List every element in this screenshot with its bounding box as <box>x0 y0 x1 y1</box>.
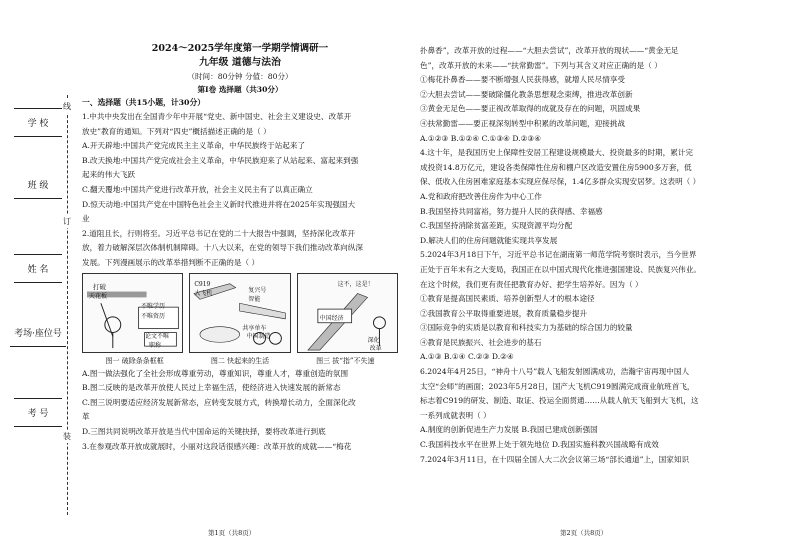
statement-line: ②大胆去尝试——要破除僵化教条思想观念束缚，推进改革创新 <box>420 89 633 99</box>
margin-char-zhuang: 装 <box>63 432 71 441</box>
question-line: 放史”教育的通知。下列对“四史”概括描述正确的是（ ） <box>82 126 271 136</box>
option-line: D.解决人们的住房问题就能实现共享发展 <box>420 235 558 245</box>
cartoon-3-text: 中国经济 <box>319 314 344 322</box>
option-line: B.图二反映的是改革开放使人民过上幸福生活，使经济进入快速发展的新常态 <box>82 383 341 393</box>
cartoon-1-text: 论文不唯 <box>145 332 170 340</box>
statement-line: ④教育是民族振兴、社会进步的基石 <box>420 337 542 347</box>
option-line: C.我国坚持消除贫富差距，实现资源平均分配 <box>420 221 573 231</box>
cartoon-3-image <box>297 273 398 353</box>
question-line: 1.中共中央发出在全国青少年中开展“党史、新中国史、社会主义建设史、改革开 <box>82 112 352 121</box>
question-line: 放，着力破解深层次体制机制障碍。十八大以来，在党的领导下我们推动改革向纵深 <box>82 243 363 253</box>
cartoon-caption: 图一 破除条条框框 <box>105 356 164 365</box>
statement-line: ③国际竞争的实质是以教育和科技实力为基础的综合国力的较量 <box>420 323 633 333</box>
cartoon-1-image <box>82 273 183 353</box>
cartoon-captions <box>82 355 398 367</box>
question-line: 6.2024年4月25日，“神舟十八号”载人飞船发射圆满成功，浩瀚宇宙再现中国人 <box>420 367 690 377</box>
option-line: B.我国坚持共同富裕，努力提升人民的获得感、幸福感 <box>420 206 603 216</box>
cartoon-caption: 图三 拔“指”不失速 <box>316 356 375 365</box>
option-line: C.我国科技水平在世界上处于领先地位 D.我国实施科教兴国战略有成效 <box>420 440 659 450</box>
question-line: 5.2024年3月18日下午，习近平总书记在湖南第一师范学院考察时表示，当今世界 <box>420 250 697 260</box>
option-line: 起来的伟大飞跃 <box>82 170 136 180</box>
option-line: A.①③ B.①④ C.②③ D.②④ <box>420 352 514 362</box>
statement-line: ③黄金无足色——要正视改革取得的成就及存在的问题，巩固成果 <box>420 104 641 114</box>
question-line: 一系列成就表明（ ） <box>420 410 491 420</box>
question-line: 太空“会师”的画面；2023年5月28日，国产大飞机C919圆满完成商业航班首飞， <box>420 381 695 391</box>
question-line: 正处于百年未有之大变局，我国正在以中国式现代化推进强国建设、民族复兴伟业。 <box>420 264 701 274</box>
cartoon-3-text: 深化 <box>367 336 380 344</box>
option-line: C.翻天覆地:中国共产党进行改革开放，社会主义民主有了以真正确立 <box>82 184 313 194</box>
cartoon-2-text: 中国制造 <box>246 332 271 340</box>
option-line: A.开天辟地:中国共产党完成民主主义革命，中华民族终于站起来了 <box>82 141 306 151</box>
option-line: 业 <box>82 214 90 224</box>
option-line: A.制度的创新促进生产力发展 B.我国已建成创新强国 <box>420 425 598 435</box>
cartoon-2-text: 共享单车 <box>242 324 267 332</box>
question-line: 标志着C919的研发、制造、取证、投运全面贯通……从载人航天飞船到大飞机，这 <box>420 396 699 406</box>
part-heading: 第Ⅰ卷 选择题（共30分） <box>197 85 283 94</box>
right-column <box>420 44 772 467</box>
question-line: 色”，改革开放的未来——“扶常勤雷”。下列与其含义对应正确的是（ ） <box>420 60 662 70</box>
cartoon-caption: 图二 快起来的生活 <box>210 356 270 365</box>
question-line: 在这个时候，我们更有责任把教育办好、把学生培养好。因为（ ） <box>420 279 643 289</box>
cartoon-2-text: C919 <box>194 280 211 288</box>
option-line: A.党和政府把改善住房作为中心工作 <box>420 191 542 201</box>
binding-strip <box>0 0 76 543</box>
cartoon-3-text: 改革 <box>369 344 382 352</box>
margin-char-line: 线 <box>63 102 71 111</box>
option-line: 革 <box>82 412 90 422</box>
option-line: B.改天换地:中国共产党完成社会主义革命，中华民族迎来了从站起来、富起来到强 <box>82 155 359 165</box>
page-footer-left: 第1页（共8页） <box>208 529 256 537</box>
question-line: 成投资14.8万亿元，建设各类保障性住房和棚户区改造安置住房5900多万套，低 <box>420 162 692 172</box>
exam-number-field[interactable]: 考 号 <box>14 398 62 427</box>
exam-meta: （时间：80分钟 分值：80分） <box>187 72 293 81</box>
exam-title: 2024～2025学年度第一学期学情调研一 <box>151 43 329 54</box>
cartoon-1-text: 打破 <box>93 282 106 291</box>
section-heading: 一、选择题（共15小题，计30分） <box>82 98 206 107</box>
statement-line: ④扶常勤雷——要正视深刻转型中积累的改革问题，迎接挑战 <box>420 118 626 128</box>
room-seat-field[interactable]: 考场·座位号 <box>10 326 66 347</box>
cartoon-1-text: 天花板 <box>89 292 108 300</box>
option-line: D.惊天动地:中国共产党在中国特色社会主义新时代推进并将在2025年实现强国大 <box>82 199 356 209</box>
question-line: 7.2024年3月11日，在十四届全国人大二次会议第三场“部长通道”上，国家知识 <box>420 454 690 464</box>
cartoon-2-text: 复兴号 <box>248 286 267 294</box>
school-field[interactable]: 学 校 <box>14 108 62 137</box>
cartoon-2-image <box>189 273 290 353</box>
page-footer-right: 第2页（共8页） <box>560 529 608 537</box>
exam-subtitle: 九年级 道德与法治 <box>199 57 281 68</box>
option-line: A.图一做法强化了全社会形成尊重劳动，尊重知识，尊重人才，尊重创造的氛围 <box>82 368 349 378</box>
cartoon-2-text: 大飞机 <box>194 289 213 297</box>
margin-char-ding: 订 <box>63 217 71 226</box>
cartoon-1-text: 不唯学历 <box>141 302 166 310</box>
question-line: 3.在参观改革开放成就展时，小丽对这段话很感兴趣：改革开放的成就——“梅花 <box>82 441 352 451</box>
cartoon-2-text: 智能 <box>248 295 261 303</box>
question-line: 扑鼻香”，改革开放的过程——“大胆去尝试”，改革开放的现状——“黄金无足 <box>420 46 679 55</box>
statement-line: ②我国教育公平取得重要进展，教育质量稳步提升 <box>420 308 588 318</box>
statement-line: ①教育是提高国民素质、培养创新型人才的根本途径 <box>420 294 595 304</box>
option-line: D.三图共同说明改革开放是当代中国命运的关键抉择，要将改革进行到底 <box>82 426 326 436</box>
option-line: A.①②③ B.①②④ C.①③④ D.②③④ <box>420 133 542 143</box>
cartoon-1-text: 职称 <box>149 341 162 349</box>
question-line: 保、低收入住房困难家庭基本实现应保尽保，1.4亿多群众实现安居梦。这表明（ ） <box>420 177 701 187</box>
left-column <box>82 42 398 454</box>
cartoon-panel-row <box>82 273 398 353</box>
option-line: C.图三说明要适应经济发展新常态，应转变发展方式，转换增长动力，全面深化改 <box>82 397 356 407</box>
cartoon-3-text: 这不，这是！ <box>337 280 374 288</box>
statement-line: ①梅花扑鼻香——要不断增强人民获得感，就增人民尽情享受 <box>420 75 626 85</box>
question-line: 发展。下列漫画展示的改革举措判断不正确的是（ ） <box>82 257 260 267</box>
question-line: 4.这十年，是我国历史上保障性安居工程建设规模最大、投资最多的时期，累计完 <box>420 148 694 158</box>
question-line: 2.道阻且长，行则将至。习近平总书记在党的二十大报告中强调，坚持深化改革开 <box>82 228 356 238</box>
class-field[interactable]: 班 级 <box>14 178 62 199</box>
name-field[interactable]: 姓 名 <box>14 254 62 283</box>
cartoon-1-text: 不唯资历 <box>141 312 166 320</box>
binding-dashed-line <box>67 95 68 515</box>
